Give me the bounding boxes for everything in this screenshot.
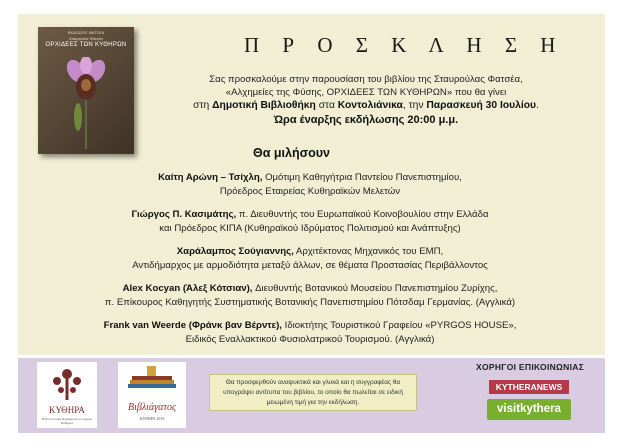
speaker-2: [30, 208, 590, 236]
book-title: ΟΡΧΙΔΕΕΣ ΤΩΝ ΚΥΘΗΡΩΝ: [45, 42, 127, 48]
text-segment: , την: [402, 100, 427, 111]
village: Κοντολιάνικα: [337, 100, 403, 111]
speaker-role-2: και Πρόεδρος ΚΙΠΑ (Κυθηραϊκού Ιδρύματος Πολιτισμού και Ανάπτυξης): [159, 223, 461, 234]
tree-icon: [37, 364, 97, 402]
text-segment: .: [536, 100, 539, 111]
municipality-subtitle: Η Πολιτιστική Περιφέρεια του Δήμου Κυθήρων: [41, 417, 93, 425]
book-publisher: ΕΚΔΟΣΕΙΣ ΦΑΤΣΕΑ: [67, 30, 105, 35]
venue: Δημοτική Βιβλιοθήκη: [212, 100, 316, 111]
event-date: Παρασκευή 30 Ιουλίου: [426, 100, 536, 111]
municipality-name: ΚΥΘΗΡΑ: [49, 405, 85, 415]
speaker-name: Γιώργος Π. Κασιμάτης,: [131, 209, 237, 220]
speaker-role: Αρχιτέκτονας Μηχανικός του ΕΜΠ,: [293, 246, 444, 257]
visitkythera-logo: visitkythera: [487, 399, 571, 420]
speakers-heading: Θα μιλήσουν: [253, 146, 331, 160]
speaker-4: [30, 282, 590, 310]
orchid-image: [58, 57, 114, 149]
library-name: Βιβλιάγατος: [127, 402, 177, 413]
invitation-title: Π Ρ Ο Σ Κ Λ Η Σ Η: [244, 33, 565, 57]
library-subtitle: ΚΥΘΗΡΑ 2019: [139, 416, 165, 421]
speaker-role-2: π. Επίκουρος Καθηγητής Συστηματικής Βοτανικής Πανεπιστημίου Πότσδαμ Γερμανίας. (Αγγλικά): [104, 297, 516, 308]
text-segment: στη: [193, 100, 213, 111]
speaker-name: Alex Kocyan (Άλεξ Κότσιαν),: [122, 283, 253, 294]
speaker-role-2: Πρόεδρος Εταιρείας Κυθηραϊκών Μελετών: [219, 186, 401, 197]
speaker-name: Χαράλαμπος Σούγιαννης,: [176, 246, 294, 257]
speaker-role: Ομότιμη Καθηγήτρια Παντείου Πανεπιστημίου,: [262, 172, 462, 183]
kytheranews-logo: KYTHERANEWS: [489, 380, 569, 394]
invitation-line-2: «Αλχημείες της Φύσης, ΟΡΧΙΔΕΕΣ ΤΩΝ ΚΥΘΗΡΩΝ» που θα γίνει: [225, 87, 507, 98]
library-logo: [118, 362, 186, 428]
book-cover: [38, 27, 134, 154]
speaker-1: [30, 171, 590, 199]
speaker-5: [30, 319, 590, 347]
speaker-3: [30, 245, 590, 273]
invitation-line-1: Σας προσκαλούμε στην παρουσίαση του βιβλίου της Σταυρούλας Φατσέα,: [209, 74, 523, 85]
speaker-role: π. Διευθυντής του Ευρωπαϊκού Κοινοβουλίου στην Ελλάδα: [236, 209, 489, 220]
speaker-role-2: Ειδικός Εναλλακτικού Φυσιολατρικού Τουρισμού. (Αγγλικά): [185, 334, 435, 345]
municipality-logo: [37, 362, 97, 428]
speaker-name: Καίτη Αρώνη – Τσίχλη,: [158, 172, 263, 183]
speaker-role-2: Αντιδήμαρχος με αρμοδιότητα μεταξύ άλλων, σε θέματα Προστασίας Περιβάλλοντος: [132, 260, 488, 271]
speaker-role: Ιδιοκτήτης Τουριστικού Γραφείου «PYRGOS HOUSE»,: [281, 320, 517, 331]
books-icon: [118, 364, 186, 400]
start-time: Ώρα έναρξης εκδήλωσης 20:00 μ.μ.: [273, 114, 459, 126]
sponsors-heading: ΧΟΡΗΓΟΙ ΕΠΙΚΟΙΝΩΝΙΑΣ: [476, 362, 585, 372]
book-author: Σταυρούλα Φατσέα: [69, 36, 103, 41]
refreshments-notice: Θα προσφερθούν αναψυκτικά και γλυκά και η συγγραφέας θα υπογράψει αντίτυπα του βιβλίου, το οποίο θα πωλείται σε ειδική μειωμένη τιμή για την εκδήλωση.: [209, 374, 417, 411]
speaker-name: Frank van Weerde (Φράνκ βαν Βέρντε),: [103, 320, 282, 331]
invitation-line-3: [146, 99, 586, 112]
speaker-role: Διευθυντής Βοτανικού Μουσείου Πανεπιστημίου Ζυρίχης,: [252, 283, 498, 294]
text-segment: στα: [315, 100, 338, 111]
